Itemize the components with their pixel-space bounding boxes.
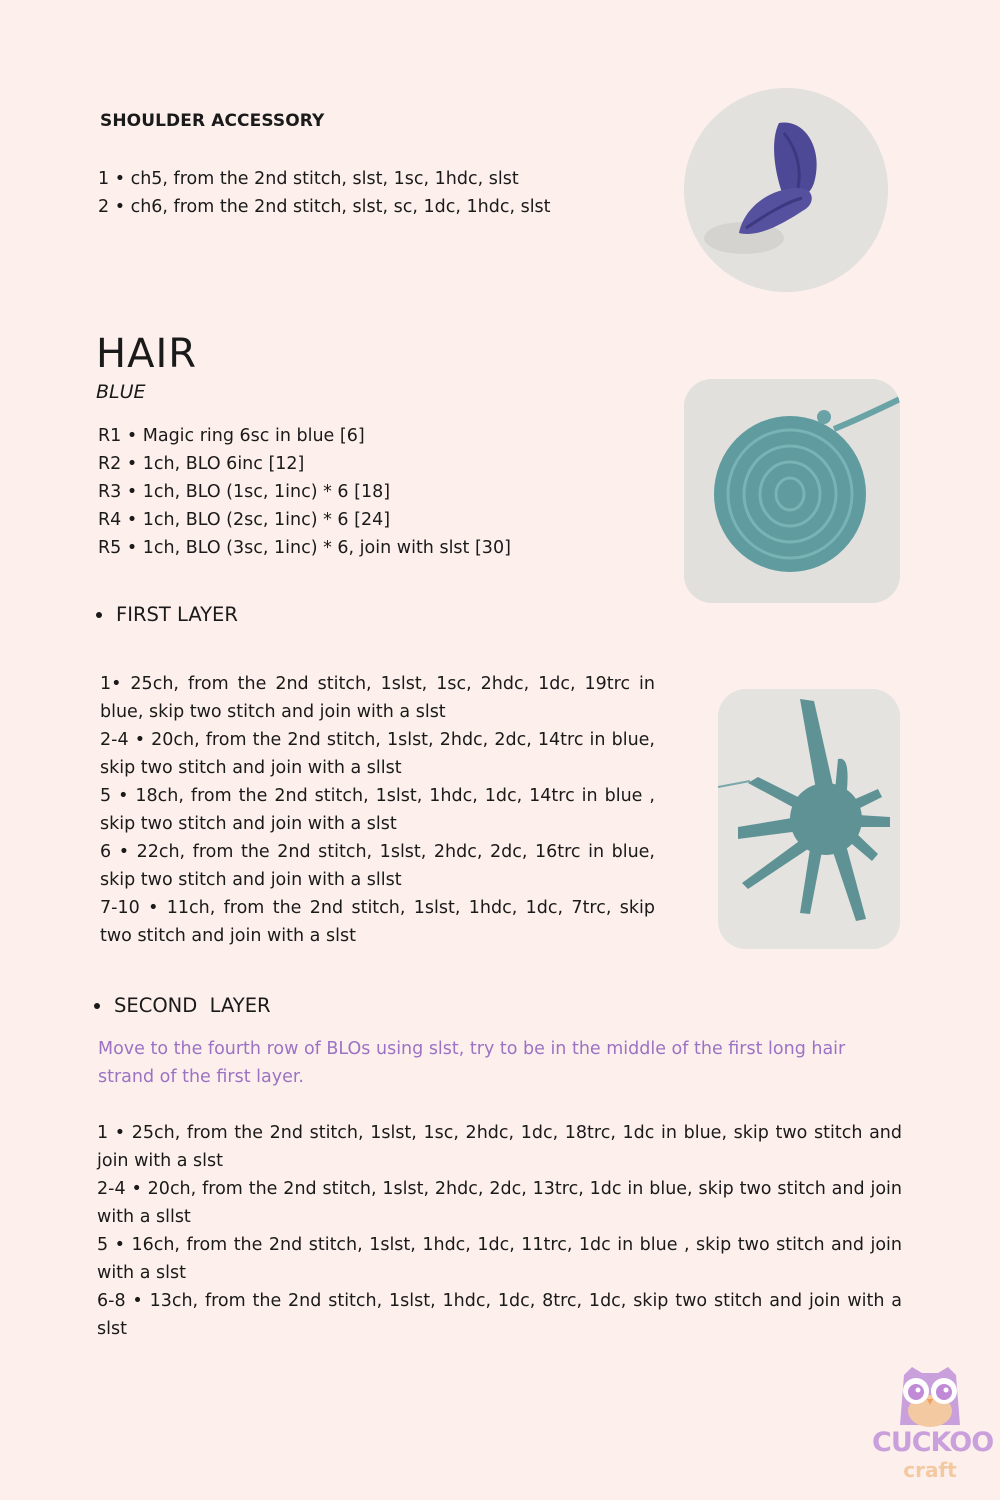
logo-subtitle: craft bbox=[903, 1458, 957, 1482]
section-title-shoulder-accessory: SHOULDER ACCESSORY bbox=[100, 111, 325, 131]
shoulder-accessory-photo bbox=[684, 88, 888, 292]
subsection-title: FIRST LAYER bbox=[116, 603, 238, 626]
instruction-note: Move to the fourth row of BLOs using slst, try to be in the middle of the first long hair strand of the first layer. bbox=[98, 1039, 846, 1087]
pattern-row: R2 • 1ch, BLO 6inc [12] bbox=[98, 454, 305, 474]
owl-icon bbox=[872, 1365, 988, 1435]
pattern-row: 2-4 • 20ch, from the 2nd stitch, 1slst, 2hdc, 2dc, 14trc in blue, skip two stitch and join with a sllst bbox=[100, 730, 655, 778]
pattern-row: 5 • 18ch, from the 2nd stitch, 1slst, 1hdc, 1dc, 14trc in blue , skip two stitch and join with a slst bbox=[100, 786, 655, 834]
pattern-row: 2 • ch6, from the 2nd stitch, slst, sc, 1dc, 1hdc, slst bbox=[98, 197, 551, 217]
pattern-row: R5 • 1ch, BLO (3sc, 1inc) * 6, join with slst [30] bbox=[98, 538, 511, 558]
subsection-second-layer bbox=[94, 994, 271, 1017]
pattern-row: R4 • 1ch, BLO (2sc, 1inc) * 6 [24] bbox=[98, 510, 391, 530]
pattern-row: R3 • 1ch, BLO (1sc, 1inc) * 6 [18] bbox=[98, 482, 391, 502]
bullet-icon bbox=[96, 612, 102, 618]
pattern-row: 6 • 22ch, from the 2nd stitch, 1slst, 2hdc, 2dc, 16trc in blue, skip two stitch and join with a sllst bbox=[100, 842, 655, 890]
hair-circle-photo bbox=[684, 379, 900, 603]
pattern-row: 2-4 • 20ch, from the 2nd stitch, 1slst, 2hdc, 2dc, 13trc, 1dc in blue, skip two stitch and join with a sllst bbox=[97, 1179, 902, 1227]
purple-leaf-icon bbox=[684, 88, 888, 292]
blue-hair-strands-icon bbox=[718, 689, 900, 949]
first-layer-photo bbox=[718, 689, 900, 949]
pattern-row: 1 • 25ch, from the 2nd stitch, 1slst, 1sc, 2hdc, 1dc, 18trc, 1dc in blue, skip two stitch and join with a slst bbox=[97, 1123, 902, 1171]
pattern-row: 6-8 • 13ch, from the 2nd stitch, 1slst, 1hdc, 1dc, 8trc, 1dc, skip two stitch and join with a slst bbox=[97, 1291, 902, 1339]
logo-wordmark: CUCKOO bbox=[872, 1427, 994, 1458]
subsection-title: SECOND LAYER bbox=[114, 994, 271, 1017]
pattern-row: 1• 25ch, from the 2nd stitch, 1slst, 1sc, 2hdc, 1dc, 19trc in blue, skip two stitch and join with a slst bbox=[100, 674, 655, 722]
pattern-row: 5 • 16ch, from the 2nd stitch, 1slst, 1hdc, 1dc, 11trc, 1dc in blue , skip two stitch and join with a slst bbox=[97, 1235, 902, 1283]
pattern-row: 7-10 • 11ch, from the 2nd stitch, 1slst, 1hdc, 1dc, 7trc, skip two stitch and join with a slst bbox=[100, 898, 655, 946]
bullet-icon bbox=[94, 1003, 100, 1009]
section-title-hair: HAIR bbox=[96, 331, 198, 377]
pattern-row: 1 • ch5, from the 2nd stitch, slst, 1sc, 1hdc, slst bbox=[98, 169, 519, 189]
cuckoo-craft-logo bbox=[872, 1365, 994, 1490]
blue-crochet-circle-icon bbox=[684, 379, 900, 603]
subsection-first-layer bbox=[96, 603, 238, 626]
pattern-row: R1 • Magic ring 6sc in blue [6] bbox=[98, 426, 365, 446]
yarn-color-label: BLUE bbox=[96, 381, 146, 403]
